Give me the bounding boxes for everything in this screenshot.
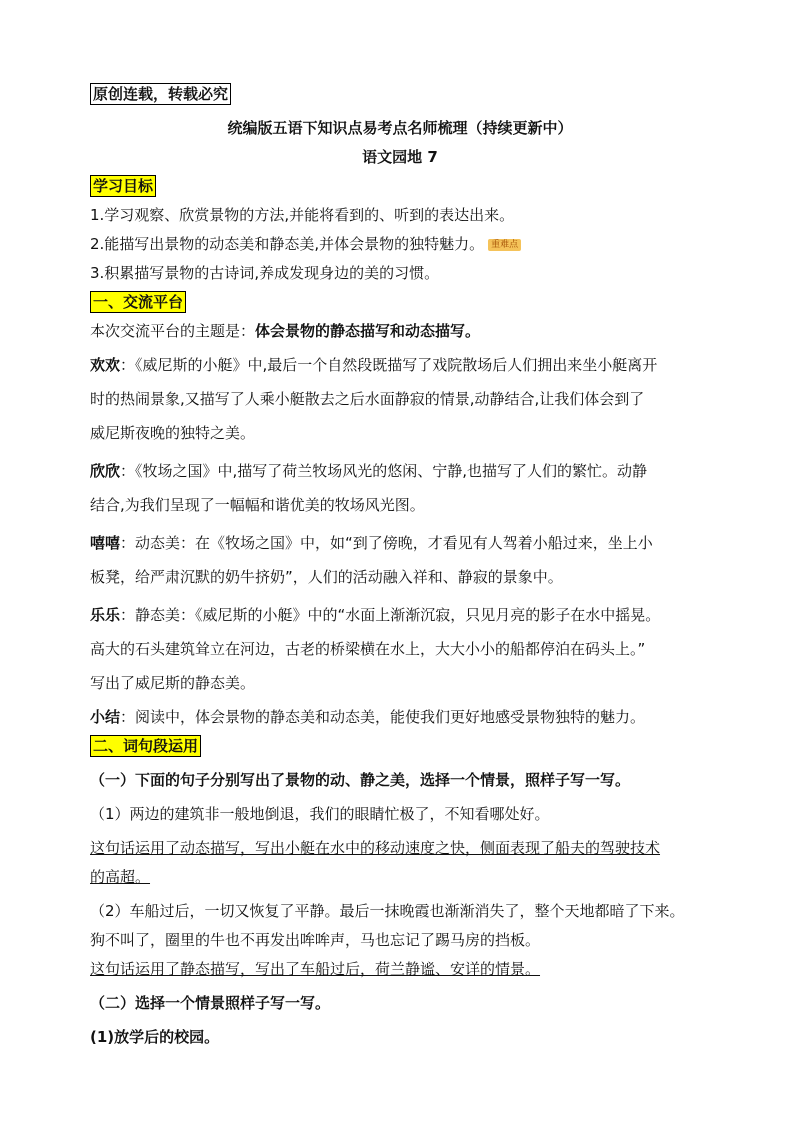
exchange-heading: 一、交流平台 (90, 291, 186, 313)
goal-item-row (90, 230, 710, 259)
speaker-name: 乐乐 (90, 606, 121, 624)
copyright-tag: 原创连载，转载必究 (90, 83, 231, 105)
exchange-heading-row (90, 288, 710, 317)
words-heading: 二、词句段运用 (90, 735, 201, 757)
sentence-one: （1）两边的建筑非一般地倒退，我们的眼睛忙极了，不知看哪处好。 (90, 805, 550, 823)
question-two-title: （二）选择一个情景照样子写一写。 (90, 994, 331, 1012)
paragraph-text: 时的热闹景象,又描写了人乘小艇散去之后水面静寂的情景,动静结合,让我们体会到了 (90, 390, 645, 408)
paragraph-text: ：《牧场之国》中,描写了荷兰牧场风光的悠闲、宁静,也描写了人们的繁忙。动静 (120, 462, 648, 480)
doc-subtitle: 语文园地 7 (362, 148, 438, 166)
question-two-item: (1)放学后的校园。 (90, 1028, 220, 1046)
goals-heading: 学习目标 (90, 175, 156, 197)
exchange-intro (90, 317, 710, 346)
paragraph-text: ：静态美：《威尼斯的小艇》中的“水面上渐渐沉寂，只见月亮的影子在水中摇晃。 (120, 606, 661, 624)
summary-text: ：阅读中，体会景物的静态美和动态美，能使我们更好地感受景物独特的魅力。 (120, 708, 646, 726)
speaker-name: 嘻嘻 (90, 534, 121, 552)
document-page (90, 80, 710, 1052)
paragraph-summary (90, 703, 710, 732)
speaker-name: 欢欢 (90, 356, 121, 374)
sentence-two: 狗不叫了，圈里的牛也不再发出哞哞声，马也忘记了踢马房的挡板。 (90, 931, 541, 949)
paragraph-lele (90, 601, 710, 630)
goal-item: 3.积累描写景物的古诗词,养成发现身边的美的习惯。 (90, 264, 440, 282)
paragraph-xixi (90, 529, 710, 558)
sentence-two: （2）车船过后，一切又恢复了平静。最后一抹晚霞也渐渐消失了，整个天地都暗了下来。 (90, 902, 685, 920)
goal-item: 2.能描写出景物的动态美和静态美,并体会景物的独特魅力。 (90, 235, 485, 253)
key-point-badge: 重难点 (488, 239, 521, 251)
answer-one: 的高超。 (90, 868, 151, 886)
paragraph-xinxin (90, 457, 710, 486)
answer-two: 这句话运用了静态描写，写出了车船过后，荷兰静谧、安详的情景。 (90, 960, 541, 978)
answer-one: 这句话运用了动态描写，写出小艇在水中的移动速度之快，侧面表现了船夫的驾驶技术 (90, 839, 661, 857)
intro-prefix: 本次交流平台的主题是： (90, 322, 256, 340)
paragraph-huanhuan (90, 351, 710, 380)
words-heading-row (90, 732, 710, 761)
goal-item: 1.学习观察、欣赏景物的方法,并能将看到的、听到的表达出来。 (90, 206, 515, 224)
paragraph-text: 高大的石头建筑耸立在河边，古老的桥梁横在水上，大大小小的船都停泊在码头上。” (90, 640, 646, 658)
summary-label: 小结 (90, 708, 121, 726)
paragraph-text: 威尼斯夜晚的独特之美。 (90, 424, 256, 442)
question-one-title: （一）下面的句子分别写出了景物的动、静之美，选择一个情景，照样子写一写。 (90, 771, 631, 789)
goals-heading-row (90, 172, 710, 201)
paragraph-text: 板凳，给严肃沉默的奶牛挤奶”，人们的活动融入祥和、静寂的景象中。 (90, 568, 563, 586)
paragraph-text: ：《威尼斯的小艇》中,最后一个自然段既描写了戏院散场后人们拥出来坐小艇离开 (120, 356, 658, 374)
header-tag-row (90, 80, 710, 109)
paragraph-text: 写出了威尼斯的静态美。 (90, 674, 256, 692)
intro-topic: 体会景物的静态描写和动态描写。 (255, 322, 481, 340)
doc-title: 统编版五语下知识点易考点名师梳理（持续更新中） (227, 119, 573, 137)
paragraph-text: 结合,为我们呈现了一幅幅和谐优美的牧场风光图。 (90, 496, 425, 514)
speaker-name: 欣欣 (90, 462, 121, 480)
paragraph-text: ：动态美：在《牧场之国》中，如“到了傍晚，才看见有人驾着小船过来，坐上小 (120, 534, 653, 552)
